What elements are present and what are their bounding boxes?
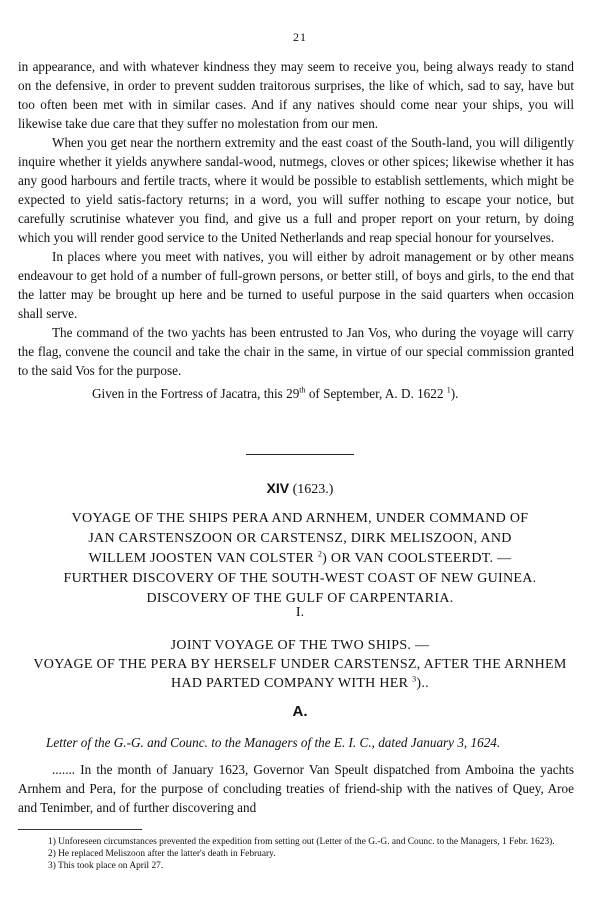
given-date-line — [92, 384, 458, 403]
section-numeral: XIV — [266, 480, 290, 496]
footnote-ref-1: 1 — [446, 385, 451, 395]
paragraph-3: In places where you meet with natives, you will either by adroit management or by other means endeavour to get hold of a number of full-grown persons, or better still, of boys and girls, to the end that the latter may be brought up here and be turned to useful purpose in the said quarters when occasion shall serve. — [18, 249, 574, 321]
footnote-ref-3: 3 — [412, 674, 417, 684]
given-text: Given in the Fortress of Jacatra, this 29 — [92, 386, 300, 401]
section-heading-line-1: VOYAGE OF THE SHIPS PERA AND ARNHEM, UNDER COMMAND OF — [71, 511, 529, 526]
subsection-heading-line-1: JOINT VOYAGE OF THE TWO SHIPS. — — [170, 638, 430, 653]
section-divider — [246, 454, 354, 455]
letter-paragraph: ....... In the month of January 1623, Governor Van Speult dispatched from Amboina the yachts Arnhem and Pera, for the purpose of concluding treaties of friend-ship with the natives of Quey, Aroe and Tenimber, and of further discovering and — [18, 762, 574, 815]
heading-text-end: ) OR VAN COOLSTEERDT. — — [322, 551, 512, 566]
ordinal-suffix: th — [299, 385, 306, 395]
paragraph-1: in appearance, and with whatever kindness they may seem to receive you, being always ready to stand on the defensive, in order to prevent sudden traitorous surprises, the like of which, sad to say, have but too often been met with in similar cases. And if any natives should come near your ships, you will likewise take due care that they suffer no molestation from our men. — [18, 59, 574, 131]
footnote-2: 2) He replaced Meliszoon after the latter's death in February. — [48, 849, 276, 859]
section-number — [0, 480, 600, 498]
subsection-number: I. — [295, 605, 305, 620]
footnote-3: 3) This took place on April 27. — [48, 861, 164, 871]
subsection-heading-line-2: VOYAGE OF THE PERA BY HERSELF UNDER CARSTENSZ, AFTER THE ARNHEM — [33, 657, 567, 672]
footnote-divider — [18, 829, 142, 830]
section-year: (1623.) — [292, 482, 334, 497]
given-closing: ). — [450, 386, 459, 401]
given-text-end: of September, A. D. 1622 — [305, 386, 444, 401]
section-heading-line-3 — [0, 549, 600, 569]
footnote-ref-2: 2 — [317, 549, 323, 559]
paragraph-4: The command of the two yachts has been entrusted to Jan Vos, who during the voyage will carry the flag, convene the council and take the chair in the same, in virtue of our special commission granted to the said Vos for the purpose. — [18, 325, 574, 378]
subsection-heading-line-3 — [0, 674, 600, 694]
letter-title: Letter of the G.-G. and Counc. to the Managers of the E. I. C., dated January 3, 1624. — [46, 735, 501, 750]
section-heading-line-2: JAN CARSTENSZOON OR CARSTENSZ, DIRK MELISZOON, AND — [88, 531, 512, 546]
section-heading-line-4: FURTHER DISCOVERY OF THE SOUTH-WEST COAST OF NEW GUINEA. — [63, 571, 537, 586]
section-heading-line-5: DISCOVERY OF THE GULF OF CARPENTARIA. — [146, 591, 454, 606]
heading-text: HAD PARTED COMPANY WITH HER — [171, 676, 409, 691]
letter-excerpt — [18, 760, 574, 817]
instructions-text — [18, 57, 574, 380]
heading-text: WILLEM JOOSTEN VAN COLSTER — [88, 551, 315, 566]
footnotes — [18, 836, 574, 872]
paragraph-2: When you get near the northern extremity and the east coast of the South-land, you will diligently inquire whether it yields anywhere sandal-wood, nutmegs, cloves or other spices; likewise whether it has any good harbours and fertile tracts, where it would be possible to establish settlements, which might be expected to yield satis-factory returns; in a word, you will suffer nothing to escape your notice, but carefully scrutinise whatever you find, and give us a full and proper report on your return, by doing which you will render good service to the United Netherlands and reap special honour for yourselves. — [18, 135, 574, 245]
heading-text-end: ).. — [416, 676, 429, 691]
page-number: 21 — [293, 30, 307, 44]
footnote-1: 1) Unforeseen circumstances prevented the expedition from setting out (Letter of the G.-G. and Counc. to the Managers, 1 Febr. 1623). — [48, 837, 555, 847]
subsection-letter: A. — [292, 703, 308, 720]
